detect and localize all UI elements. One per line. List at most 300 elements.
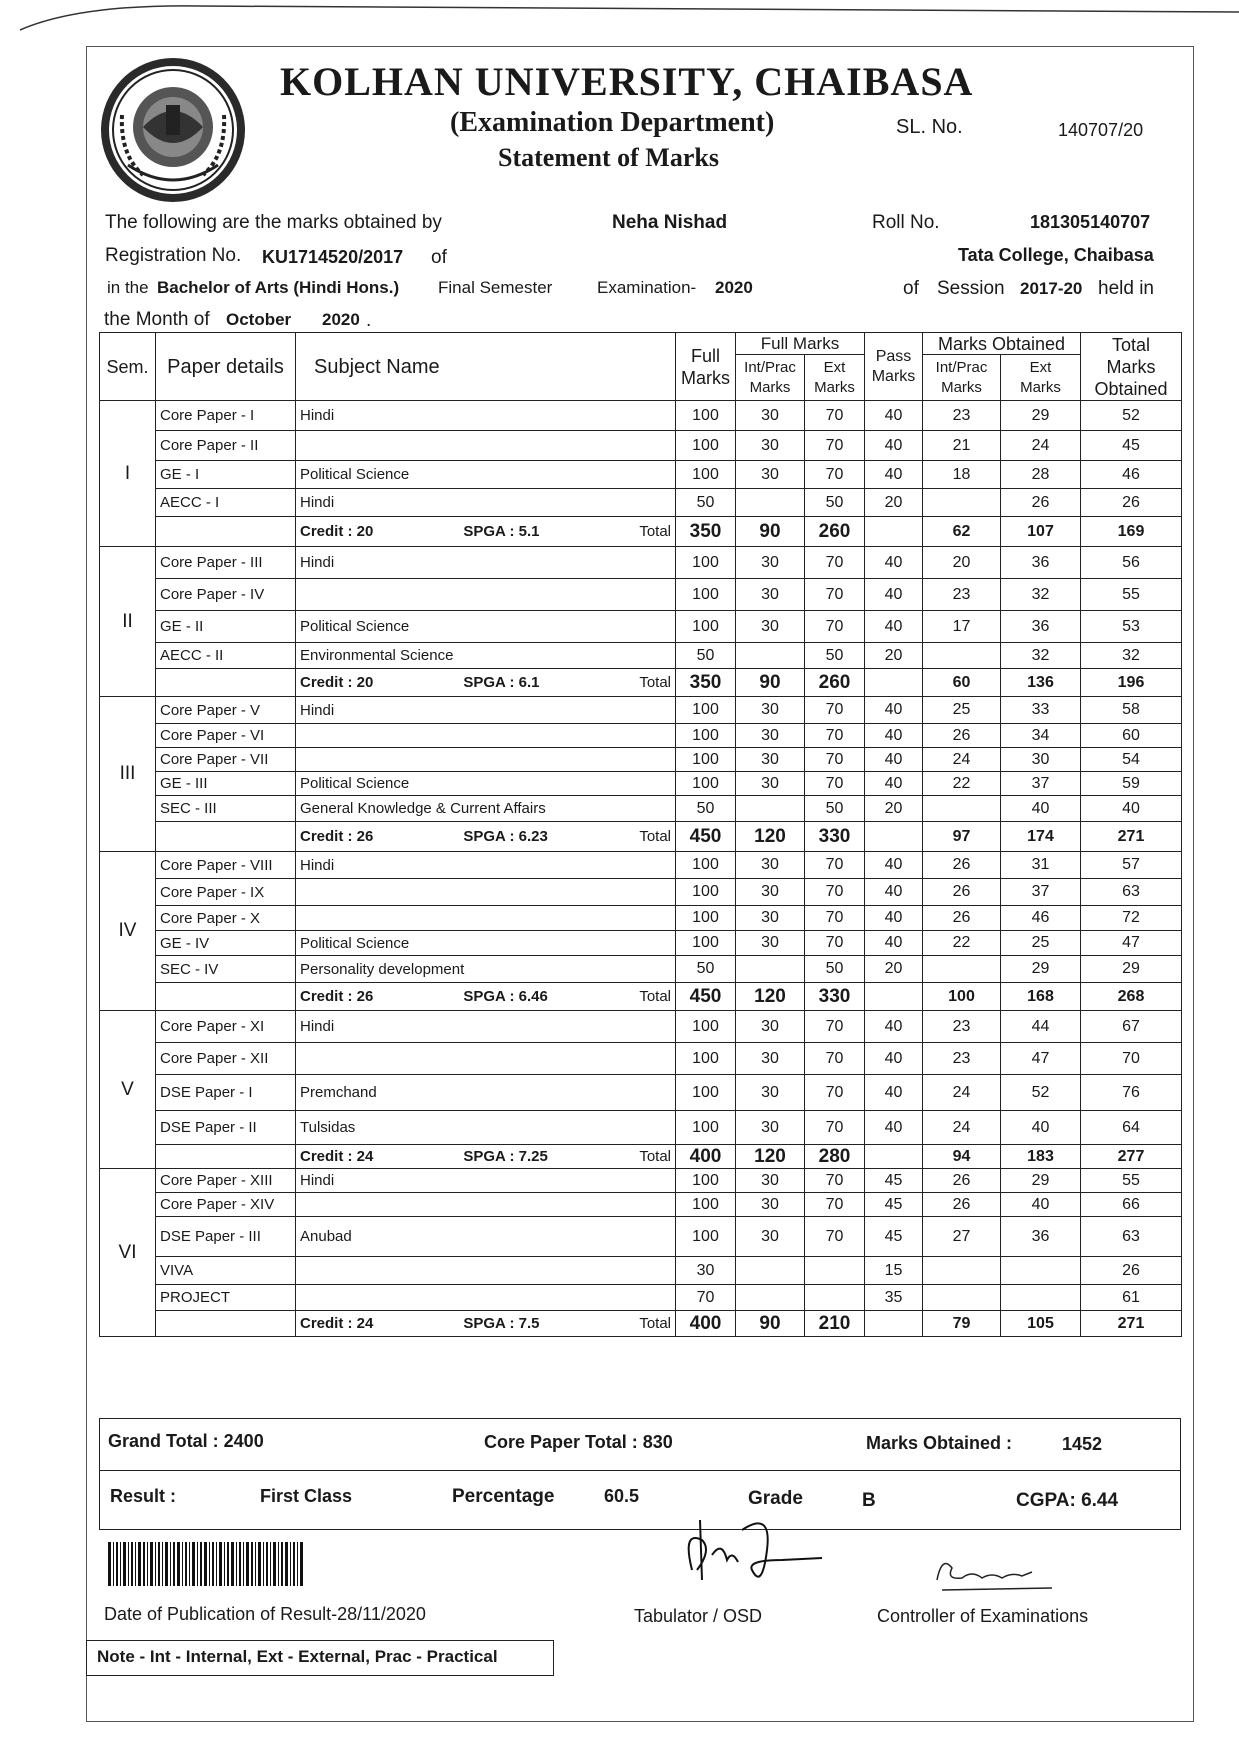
mark-full: 100 xyxy=(676,547,736,579)
mark-oint xyxy=(923,1285,1001,1311)
paper-name: Core Paper - XIV xyxy=(156,1193,296,1217)
header-total-line1: Total xyxy=(1111,334,1151,355)
mark-int: 30 xyxy=(736,611,805,643)
mark-oext: 37 xyxy=(1001,879,1081,906)
mark-pass: 40 xyxy=(865,772,923,796)
mark-int xyxy=(736,643,805,669)
header-total-line2: Marks xyxy=(1106,356,1156,377)
subject-name: Political Science xyxy=(296,461,676,489)
total-blank-cell xyxy=(156,822,296,852)
mark-full: 30 xyxy=(676,1257,736,1285)
subject-name xyxy=(296,879,676,906)
mark-oint xyxy=(923,1257,1001,1285)
credit-value: Credit : 20 xyxy=(300,523,374,540)
mark-total: 52 xyxy=(1081,401,1182,431)
header-subject: Subject Name xyxy=(296,333,676,401)
roll-label: Roll No. xyxy=(872,212,940,233)
mark-ext: 70 xyxy=(805,1169,865,1193)
total-oext: 107 xyxy=(1001,517,1081,547)
semester-number: IV xyxy=(100,852,156,1011)
mark-full: 100 xyxy=(676,1217,736,1257)
mark-total: 54 xyxy=(1081,748,1182,772)
subject-name: General Knowledge & Current Affairs xyxy=(296,796,676,822)
header-full-int-line2: Marks xyxy=(749,378,791,396)
mark-pass: 15 xyxy=(865,1257,923,1285)
header-paper: Paper details xyxy=(156,333,296,401)
university-name: KOLHAN UNIVERSITY, CHAIBASA xyxy=(280,59,974,104)
mark-total: 64 xyxy=(1081,1111,1182,1145)
mark-oint: 18 xyxy=(923,461,1001,489)
mark-full: 100 xyxy=(676,748,736,772)
total-pass-blank xyxy=(865,822,923,852)
mark-oint: 26 xyxy=(923,1169,1001,1193)
total-full: 350 xyxy=(676,517,736,547)
paper-name: DSE Paper - II xyxy=(156,1111,296,1145)
paper-name: Core Paper - VII xyxy=(156,748,296,772)
mark-oext: 28 xyxy=(1001,461,1081,489)
table-row xyxy=(100,879,1182,906)
mark-ext: 70 xyxy=(805,611,865,643)
mark-full: 100 xyxy=(676,772,736,796)
paper-name: GE - I xyxy=(156,461,296,489)
table-row xyxy=(100,643,1182,669)
total-total: 271 xyxy=(1081,822,1182,852)
subject-name xyxy=(296,906,676,931)
marks-table xyxy=(99,332,1182,1337)
total-oext: 174 xyxy=(1001,822,1081,852)
mark-oint xyxy=(923,956,1001,983)
mark-full: 50 xyxy=(676,796,736,822)
header-obt-int xyxy=(923,355,1001,401)
mark-pass: 20 xyxy=(865,796,923,822)
mark-int: 30 xyxy=(736,1169,805,1193)
mark-pass: 40 xyxy=(865,579,923,611)
statement-title: Statement of Marks xyxy=(498,143,719,172)
total-ext: 330 xyxy=(805,822,865,852)
mark-oint: 27 xyxy=(923,1217,1001,1257)
total-oext: 136 xyxy=(1001,669,1081,697)
mark-oint: 23 xyxy=(923,1043,1001,1075)
mark-full: 100 xyxy=(676,724,736,748)
credit-value: Credit : 20 xyxy=(300,674,374,691)
page-edge-curve xyxy=(0,0,1239,40)
semester-number: II xyxy=(100,547,156,697)
mark-oint: 20 xyxy=(923,547,1001,579)
total-total: 277 xyxy=(1081,1145,1182,1169)
credit-value: Credit : 26 xyxy=(300,828,374,845)
mark-oint: 22 xyxy=(923,772,1001,796)
held-in-text: held in xyxy=(1098,278,1154,299)
mark-total: 46 xyxy=(1081,461,1182,489)
total-blank-cell xyxy=(156,983,296,1011)
mark-int: 30 xyxy=(736,748,805,772)
percentage-value: 60.5 xyxy=(604,1486,640,1506)
mark-pass: 40 xyxy=(865,879,923,906)
result-label: Result : xyxy=(110,1486,177,1506)
grade-label: Grade xyxy=(748,1488,803,1509)
mark-pass: 20 xyxy=(865,956,923,983)
mark-total: 26 xyxy=(1081,1257,1182,1285)
credit-value: Credit : 26 xyxy=(300,988,374,1005)
subject-name xyxy=(296,1257,676,1285)
credit-spga-cell xyxy=(296,983,676,1011)
mark-oext xyxy=(1001,1285,1081,1311)
mark-full: 100 xyxy=(676,431,736,461)
table-row xyxy=(100,1285,1182,1311)
table-row xyxy=(100,748,1182,772)
mark-int: 30 xyxy=(736,852,805,879)
mark-pass: 40 xyxy=(865,461,923,489)
paper-name: VIVA xyxy=(156,1257,296,1285)
semester-text: Final Semester xyxy=(438,278,553,297)
mark-oint: 24 xyxy=(923,1111,1001,1145)
mark-total: 67 xyxy=(1081,1011,1182,1043)
mark-oext: 47 xyxy=(1001,1043,1081,1075)
result-value: First Class xyxy=(260,1486,353,1506)
subject-name: Environmental Science xyxy=(296,643,676,669)
subject-name: Hindi xyxy=(296,1011,676,1043)
total-label: Total xyxy=(639,1148,671,1165)
credit-value: Credit : 24 xyxy=(300,1148,374,1165)
mark-full: 70 xyxy=(676,1285,736,1311)
mark-int: 30 xyxy=(736,461,805,489)
mark-oint: 26 xyxy=(923,906,1001,931)
credit-value: Credit : 24 xyxy=(300,1315,374,1332)
mark-ext: 70 xyxy=(805,547,865,579)
header-full-int-line1: Int/Prac xyxy=(744,358,796,376)
mark-oext: 29 xyxy=(1001,401,1081,431)
total-ext: 210 xyxy=(805,1311,865,1337)
mark-total: 29 xyxy=(1081,956,1182,983)
total-full: 400 xyxy=(676,1311,736,1337)
total-blank-cell xyxy=(156,669,296,697)
mark-pass: 45 xyxy=(865,1169,923,1193)
mark-oext: 32 xyxy=(1001,643,1081,669)
mark-oint: 17 xyxy=(923,611,1001,643)
mark-ext: 70 xyxy=(805,431,865,461)
header-obt-ext-line2: Marks xyxy=(1020,378,1061,396)
mark-oint: 23 xyxy=(923,401,1001,431)
table-row xyxy=(100,1011,1182,1043)
mark-pass: 45 xyxy=(865,1217,923,1257)
semester-total-row xyxy=(100,822,1182,852)
subject-name: Political Science xyxy=(296,772,676,796)
total-blank-cell xyxy=(156,1145,296,1169)
mark-ext: 70 xyxy=(805,724,865,748)
total-int: 120 xyxy=(736,1145,805,1169)
mark-oext xyxy=(1001,1257,1081,1285)
mark-oext: 37 xyxy=(1001,772,1081,796)
barcode-image xyxy=(108,1542,304,1586)
total-label: Total xyxy=(639,828,671,845)
controller-signature-icon xyxy=(932,1550,1062,1596)
mark-full: 100 xyxy=(676,1169,736,1193)
roll-number: 181305140707 xyxy=(1030,212,1151,232)
mark-pass: 40 xyxy=(865,431,923,461)
table-row xyxy=(100,431,1182,461)
mark-oext: 40 xyxy=(1001,1193,1081,1217)
mark-total: 60 xyxy=(1081,724,1182,748)
mark-total: 63 xyxy=(1081,879,1182,906)
mark-oint: 22 xyxy=(923,931,1001,956)
table-row xyxy=(100,401,1182,431)
total-label: Total xyxy=(639,988,671,1005)
mark-pass: 40 xyxy=(865,852,923,879)
mark-oext: 52 xyxy=(1001,1075,1081,1111)
subject-name: Hindi xyxy=(296,401,676,431)
credit-spga-cell xyxy=(296,822,676,852)
total-pass-blank xyxy=(865,669,923,697)
mark-int: 30 xyxy=(736,772,805,796)
period-text: . xyxy=(366,310,372,331)
registration-label: Registration No. xyxy=(105,245,242,266)
mark-oint xyxy=(923,796,1001,822)
table-row xyxy=(100,724,1182,748)
paper-name: Core Paper - XI xyxy=(156,1011,296,1043)
mark-full: 100 xyxy=(676,931,736,956)
mark-oint xyxy=(923,643,1001,669)
mark-pass: 35 xyxy=(865,1285,923,1311)
total-oint: 79 xyxy=(923,1311,1001,1337)
mark-int xyxy=(736,489,805,517)
department-name: (Examination Department) xyxy=(450,107,775,138)
table-row xyxy=(100,1043,1182,1075)
session-label: Session xyxy=(937,278,1005,299)
of-text: of xyxy=(431,247,447,268)
paper-name: Core Paper - III xyxy=(156,547,296,579)
session-value: 2017-20 xyxy=(1020,279,1083,298)
mark-int: 30 xyxy=(736,1043,805,1075)
mark-int: 30 xyxy=(736,547,805,579)
mark-pass: 40 xyxy=(865,1111,923,1145)
mark-ext: 70 xyxy=(805,697,865,724)
header-obt-int-line1: Int/Prac xyxy=(935,358,988,376)
header-obt-ext-line1: Ext xyxy=(1029,358,1052,376)
paper-name: Core Paper - VIII xyxy=(156,852,296,879)
mark-pass: 20 xyxy=(865,489,923,517)
mark-total: 32 xyxy=(1081,643,1182,669)
mark-ext: 70 xyxy=(805,879,865,906)
paper-name: AECC - II xyxy=(156,643,296,669)
table-row xyxy=(100,547,1182,579)
college-name: Tata College, Chaibasa xyxy=(958,245,1154,265)
table-row xyxy=(100,1217,1182,1257)
month-label: the Month of xyxy=(104,309,210,330)
semester-total-row xyxy=(100,1311,1182,1337)
mark-total: 53 xyxy=(1081,611,1182,643)
subject-name xyxy=(296,724,676,748)
total-pass-blank xyxy=(865,1145,923,1169)
mark-oext: 36 xyxy=(1001,547,1081,579)
mark-pass: 20 xyxy=(865,643,923,669)
semester-total-row xyxy=(100,983,1182,1011)
paper-name: Core Paper - II xyxy=(156,431,296,461)
table-row xyxy=(100,956,1182,983)
total-full: 450 xyxy=(676,822,736,852)
mark-ext: 70 xyxy=(805,852,865,879)
mark-oext: 29 xyxy=(1001,1169,1081,1193)
tabulator-signature-icon xyxy=(672,1510,822,1600)
subject-name: Personality development xyxy=(296,956,676,983)
header-total-line3: Obtained xyxy=(1094,378,1168,399)
total-int: 90 xyxy=(736,517,805,547)
header-full-ext xyxy=(805,355,865,401)
total-oext: 105 xyxy=(1001,1311,1081,1337)
mark-ext: 70 xyxy=(805,1011,865,1043)
total-label: Total xyxy=(639,523,671,540)
semester-number: III xyxy=(100,697,156,852)
paper-name: SEC - IV xyxy=(156,956,296,983)
semester-total-row xyxy=(100,517,1182,547)
mark-int: 30 xyxy=(736,1075,805,1111)
paper-name: Core Paper - IX xyxy=(156,879,296,906)
paper-name: Core Paper - XIII xyxy=(156,1169,296,1193)
spga-value: SPGA : 5.1 xyxy=(463,523,540,540)
total-ext: 260 xyxy=(805,517,865,547)
mark-total: 72 xyxy=(1081,906,1182,931)
mark-ext: 70 xyxy=(805,1075,865,1111)
credit-spga-cell xyxy=(296,1311,676,1337)
total-label: Total xyxy=(639,674,671,691)
table-row xyxy=(100,1257,1182,1285)
semester-number: V xyxy=(100,1011,156,1169)
mark-full: 100 xyxy=(676,1043,736,1075)
exam-year: 2020 xyxy=(715,278,753,297)
total-pass-blank xyxy=(865,983,923,1011)
subject-name: Hindi xyxy=(296,1169,676,1193)
total-oint: 60 xyxy=(923,669,1001,697)
mark-total: 56 xyxy=(1081,547,1182,579)
total-label: Total xyxy=(639,1315,671,1332)
mark-full: 100 xyxy=(676,879,736,906)
mark-pass: 40 xyxy=(865,724,923,748)
spga-value: SPGA : 6.46 xyxy=(463,988,548,1005)
controller-label: Controller of Examinations xyxy=(877,1606,1089,1626)
mark-int: 30 xyxy=(736,697,805,724)
registration-number: KU1714520/2017 xyxy=(262,247,404,267)
mark-int: 30 xyxy=(736,1217,805,1257)
paper-name: Core Paper - IV xyxy=(156,579,296,611)
mark-oint: 23 xyxy=(923,1011,1001,1043)
mark-oint: 23 xyxy=(923,579,1001,611)
paper-name: PROJECT xyxy=(156,1285,296,1311)
mark-full: 100 xyxy=(676,461,736,489)
table-row xyxy=(100,697,1182,724)
marks-obtained-value: 1452 xyxy=(1062,1434,1103,1454)
in-the-text: in the xyxy=(107,278,149,297)
mark-full: 50 xyxy=(676,643,736,669)
header-pass xyxy=(865,333,923,401)
mark-full: 50 xyxy=(676,489,736,517)
header-obt-ext xyxy=(1001,355,1081,401)
total-total: 169 xyxy=(1081,517,1182,547)
total-total: 196 xyxy=(1081,669,1182,697)
mark-int: 30 xyxy=(736,931,805,956)
total-total: 271 xyxy=(1081,1311,1182,1337)
mark-oext: 24 xyxy=(1001,431,1081,461)
mark-pass: 40 xyxy=(865,1075,923,1111)
table-row xyxy=(100,611,1182,643)
mark-oint: 25 xyxy=(923,697,1001,724)
header-obt-int-line2: Marks xyxy=(941,378,982,396)
mark-pass: 40 xyxy=(865,401,923,431)
mark-full: 100 xyxy=(676,1075,736,1111)
paper-name: Core Paper - X xyxy=(156,906,296,931)
mark-oext: 40 xyxy=(1001,796,1081,822)
cgpa-value: CGPA: 6.44 xyxy=(1016,1490,1119,1511)
mark-oext: 26 xyxy=(1001,489,1081,517)
mark-pass: 40 xyxy=(865,611,923,643)
mark-total: 57 xyxy=(1081,852,1182,879)
abbreviation-note: Note - Int - Internal, Ext - External, Prac - Practical xyxy=(86,1640,554,1676)
header-pass-line2: Marks xyxy=(871,367,916,385)
mark-oint: 26 xyxy=(923,1193,1001,1217)
sl-no-label: SL. No. xyxy=(896,116,963,138)
total-int: 90 xyxy=(736,1311,805,1337)
table-row xyxy=(100,1111,1182,1145)
mark-ext xyxy=(805,1285,865,1311)
credit-spga-cell xyxy=(296,1145,676,1169)
header-full-marks: Full Marks xyxy=(736,333,865,355)
mark-pass: 40 xyxy=(865,697,923,724)
mark-full: 100 xyxy=(676,1111,736,1145)
mark-oint: 24 xyxy=(923,748,1001,772)
mark-int xyxy=(736,1257,805,1285)
paper-name: Core Paper - XII xyxy=(156,1043,296,1075)
mark-ext: 70 xyxy=(805,931,865,956)
mark-ext: 70 xyxy=(805,1193,865,1217)
mark-total: 66 xyxy=(1081,1193,1182,1217)
mark-pass: 45 xyxy=(865,1193,923,1217)
mark-total: 76 xyxy=(1081,1075,1182,1111)
mark-ext: 50 xyxy=(805,796,865,822)
total-oext: 168 xyxy=(1001,983,1081,1011)
grand-total: Grand Total : 2400 xyxy=(108,1431,264,1451)
spga-value: SPGA : 7.5 xyxy=(463,1315,540,1332)
total-oint: 94 xyxy=(923,1145,1001,1169)
subject-name xyxy=(296,431,676,461)
table-row xyxy=(100,1193,1182,1217)
total-int: 120 xyxy=(736,983,805,1011)
mark-ext: 70 xyxy=(805,1043,865,1075)
paper-name: Core Paper - I xyxy=(156,401,296,431)
mark-ext: 70 xyxy=(805,1217,865,1257)
mark-full: 100 xyxy=(676,401,736,431)
total-blank-cell xyxy=(156,1311,296,1337)
mark-total: 45 xyxy=(1081,431,1182,461)
candidate-name: Neha Nishad xyxy=(612,212,728,233)
total-total: 268 xyxy=(1081,983,1182,1011)
table-row xyxy=(100,1169,1182,1193)
mark-pass: 40 xyxy=(865,748,923,772)
marks-obtained-label: Marks Obtained : xyxy=(866,1433,1013,1453)
mark-int: 30 xyxy=(736,1193,805,1217)
percentage-label: Percentage xyxy=(452,1486,555,1507)
paper-name: SEC - III xyxy=(156,796,296,822)
header-pass-line1: Pass xyxy=(875,347,912,365)
total-full: 450 xyxy=(676,983,736,1011)
mark-int: 30 xyxy=(736,724,805,748)
mark-pass: 40 xyxy=(865,931,923,956)
mark-int: 30 xyxy=(736,879,805,906)
mark-int: 30 xyxy=(736,579,805,611)
credit-spga-cell xyxy=(296,669,676,697)
mark-full: 100 xyxy=(676,1193,736,1217)
mark-oext: 46 xyxy=(1001,906,1081,931)
mark-oext: 36 xyxy=(1001,1217,1081,1257)
mark-oext: 44 xyxy=(1001,1011,1081,1043)
mark-total: 58 xyxy=(1081,697,1182,724)
